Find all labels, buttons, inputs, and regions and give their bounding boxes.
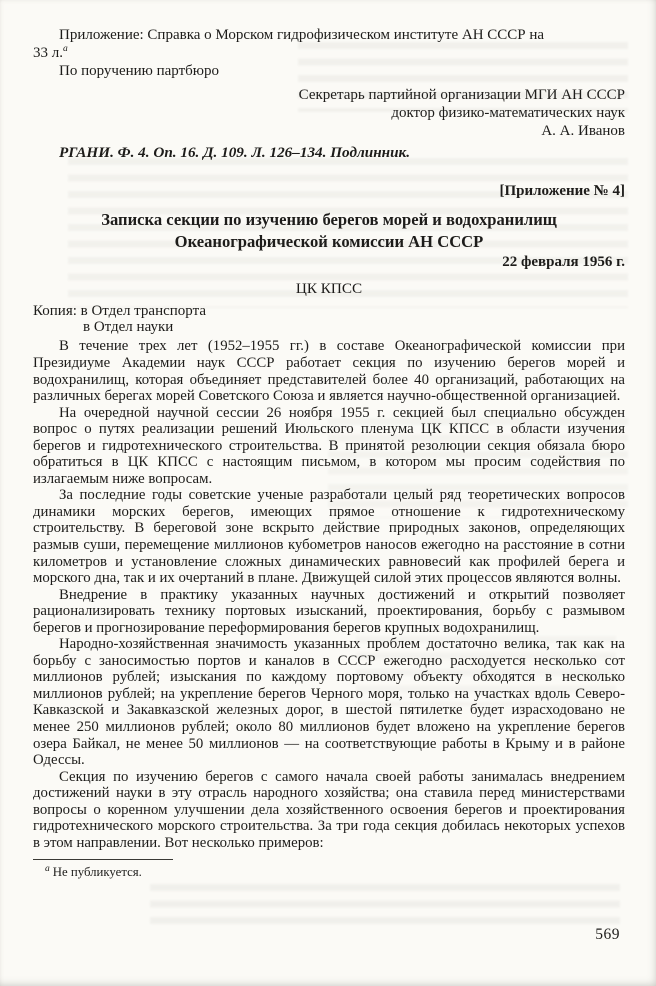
footnote-area: [33, 859, 625, 880]
copy-line-science: в Отдел науки: [83, 319, 174, 336]
body-paragraph: Секция по изучению берегов с самого начала своей работы занималась внедрением достижений науки в эту отрасль народного хозяйства; она ставила перед министерствами вопросы о коренном улучшении дела хозяйственного освоения берегов и проектирования гидротехнического морского строительства. За три года секция добилась некоторых успехов в этом направлении. Вот несколько примеров:: [33, 768, 625, 851]
signature-name: А. А. Иванов: [541, 123, 625, 139]
document-body: [33, 338, 625, 851]
document-prelude: [33, 26, 625, 162]
appendix-note-sheets: 33 л.: [33, 45, 63, 61]
archive-reference: РГАНИ. Ф. 4. Оп. 16. Д. 109. Л. 126–134. Подлинник.: [59, 144, 411, 161]
appendix-note: [33, 26, 625, 62]
appendix-note-line2: [33, 44, 625, 62]
footnote: [33, 865, 625, 880]
bleed-through-texture: [150, 884, 620, 930]
appendix-label: [Приложение № 4]: [499, 183, 625, 199]
footnote-marker: а: [45, 864, 50, 875]
document-title-line2: Океанографической комиссии АН СССР: [174, 231, 484, 251]
addressee: ЦК КПСС: [295, 280, 363, 297]
appendix-note-line1: Приложение: Справка о Морском гидрофизическом институте АН СССР на: [59, 27, 545, 43]
body-paragraph: В течение трех лет (1952–1955 гг.) в составе Океанографической комиссии при Президиуме Академии наук СССР работает секция по изучению берегов морей и водохранилищ, которая объединяет представителей более 40 организаций, работающих на различных берегах морей Советского Союза и является научно-общественной организацией.: [33, 338, 625, 405]
copy-line-transport: Копия: в Отдел транспорта: [33, 303, 206, 319]
signature-degree-line: доктор физико-математических наук: [391, 105, 625, 121]
document-title: [33, 209, 625, 252]
page-content: [33, 26, 625, 880]
body-paragraph: Народно-хозяйственная значимость указанных проблем достаточно велика, так как на борьбу с заносимостью портов и каналов в СССР ежегодно расходуется несколько сот миллионов рублей; изыскания по каждому портовому объекту обходятся в несколько миллионов рублей; на укрепление берегов Черного моря, только на участках вдоль Северо-Кавказской и Закавказской железных дорог, в шестой пятилетке будет израсходовано не менее 250 миллионов рублей; около 80 миллионов будет вложено на укрепление берегов озера Байкал, не менее 50 миллионов — на соответствующие работы в Крыму и в районе Одессы.: [33, 636, 625, 769]
signature-block: [33, 86, 625, 140]
footnote-rule: [33, 859, 173, 860]
footnote-marker-superscript: а: [63, 44, 68, 54]
body-paragraph: На очередной научной сессии 26 ноября 1955 г. секцией был специально обсужден вопрос о путях реализации решений Июльского пленума ЦК КПСС в области изучения берегов и гидротехнического строительства. В принятой резолюции секция обязала бюро обратиться в ЦК КПСС с настоящим письмом, в котором мы просим содействия по излагаемым ниже вопросам.: [33, 404, 625, 487]
body-paragraph: Внедрение в практику указанных научных достижений и открытий позволяет рационализировать технику портовых изысканий, проектирования, борьбу с размывом берегов и прогнозирование переформирования берегов крупных водохранилищ.: [33, 586, 625, 636]
document-title-line1: Записка секции по изучению берегов морей и водохранилищ: [101, 210, 557, 229]
footnote-text: Не публикуется.: [52, 865, 142, 880]
document-date: 22 февраля 1956 г.: [502, 254, 625, 270]
page-number: 569: [595, 926, 620, 943]
copy-distribution: [33, 303, 625, 335]
assignment-note: По поручению партбюро: [59, 63, 220, 79]
signature-position-line: Секретарь партийной организации МГИ АН СССР: [298, 87, 625, 103]
body-paragraph: За последние годы советские ученые разработали целый ряд теоретических вопросов динамики морских берегов, имеющих прямое отношение к гидротехническому строительству. В береговой зоне вскрыто действие природных законов, определяющих размыв суши, перемещение миллионов кубометров наносов ежегодно на расстояние в сотни километров и установление сложных динамических равновесий как профилей берега и морского дна, так и их очертаний в плане. Движущей силой этих процессов являются волны.: [33, 487, 625, 587]
